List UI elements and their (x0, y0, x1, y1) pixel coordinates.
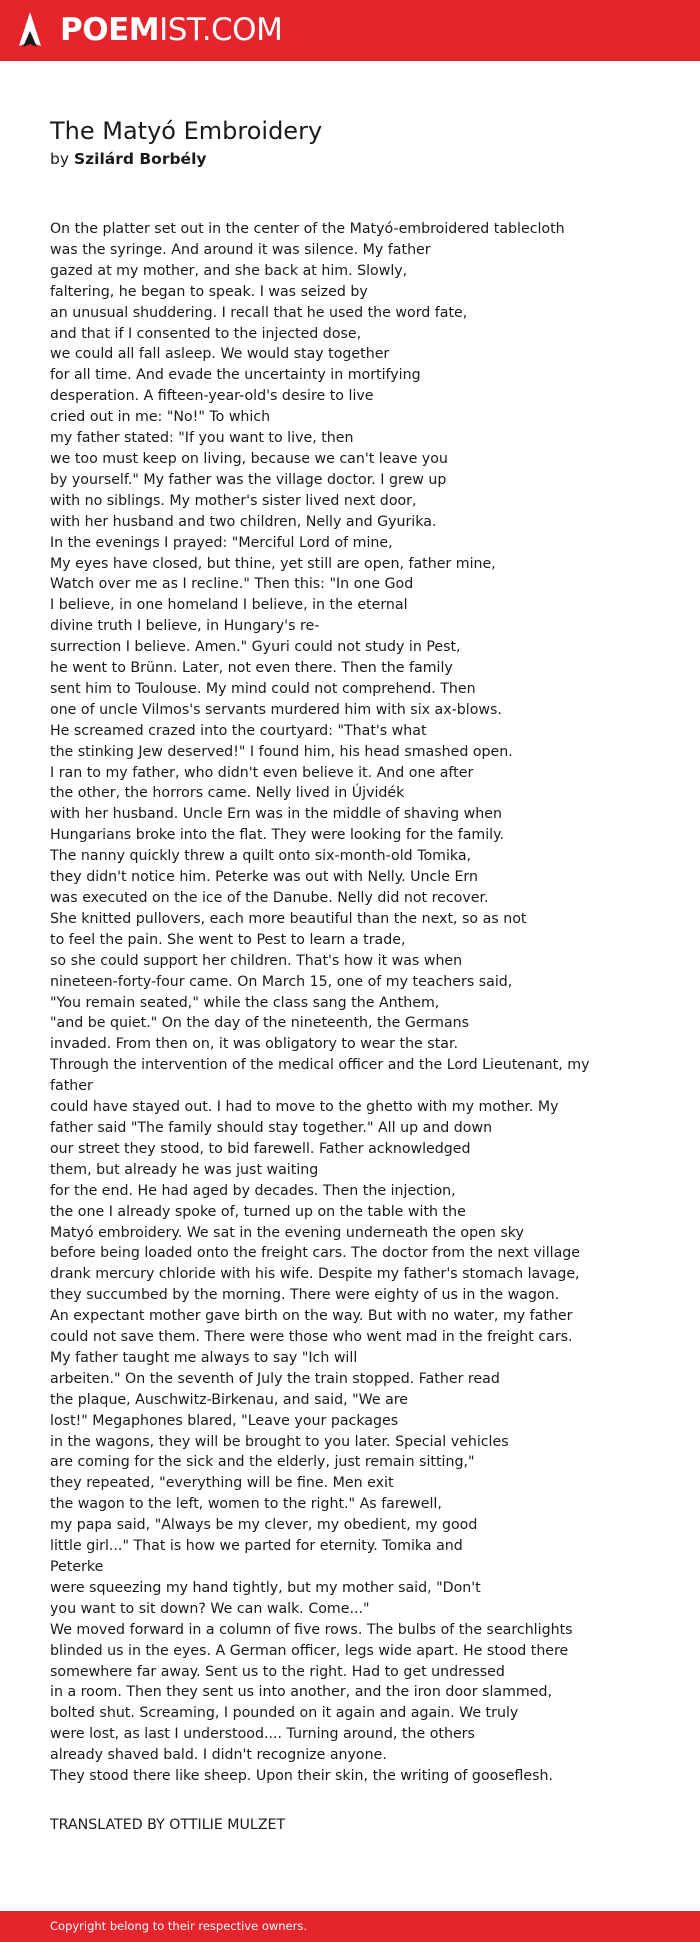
quill-pen-logo-icon[interactable] (17, 11, 43, 51)
poem-line: cried out in me: "No!" To which (50, 409, 271, 426)
poem-line: We moved forward in a column of five rows. The bulbs of the searchlights (50, 1621, 573, 1638)
poem-line: he went to Brünn. Later, not even there. Then the family (50, 660, 453, 677)
poem-line: Hungarians broke into the flat. They were looking for the family. (50, 827, 504, 844)
poem-line: we could all fall asleep. We would stay together (50, 346, 390, 363)
author-name[interactable]: Szilárd Borbély (73, 150, 207, 168)
poem-body (50, 219, 650, 1787)
poem-line: to feel the pain. She went to Pest to learn a trade, (50, 931, 406, 948)
site-header (0, 0, 700, 61)
poem-line: could have stayed out. I had to move to the ghetto with my mother. My (50, 1099, 559, 1116)
poem-line: for the end. He had aged by decades. Then the injection, (50, 1182, 456, 1199)
poem-line: faltering, he began to speak. I was seized by (50, 283, 368, 300)
poem-line: was the syringe. And around it was silence. My father (50, 241, 431, 258)
poem-line: and that if I consented to the injected dose, (50, 325, 362, 342)
poem-line: My father taught me always to say "Ich will (50, 1349, 358, 1366)
logo-light-text: IST.COM (159, 12, 283, 48)
poem-line: Through the intervention of the medical officer and the Lord Lieutenant, my (50, 1057, 590, 1074)
poem-line: so she could support her children. That's how it was when (50, 952, 463, 969)
poem-line: were lost, as last I understood.... Turning around, the others (50, 1726, 475, 1743)
poem-line: the other, the horrors came. Nelly lived in Újvidék (50, 785, 405, 802)
poem-line: our street they stood, to bid farewell. Father acknowledged (50, 1140, 471, 1157)
poem-line: Matyó embroidery. We sat in the evening underneath the open sky (50, 1224, 524, 1241)
poem-line: She knitted pullovers, each more beautiful than the next, so as not (50, 910, 527, 927)
poem-line: "and be quiet." On the day of the nineteenth, the Germans (50, 1015, 470, 1032)
poem-line: for all time. And evade the uncertainty in mortifying (50, 367, 421, 384)
logo-bold-text: POEM (60, 12, 160, 48)
poem-line: could not save them. There were those who went mad in the freight cars. (50, 1329, 573, 1346)
poem-line: arbeiten." On the seventh of July the train stopped. Father read (50, 1370, 500, 1387)
poem-line: in a room. Then they sent us into another, and the iron door slammed, (50, 1684, 552, 1701)
poem-line: the wagon to the left, women to the right." As farewell, (50, 1496, 442, 1513)
poem-line: divine truth I believe, in Hungary's re- (50, 618, 320, 635)
poem-line: were squeezing my hand tightly, but my mother said, "Don't (50, 1579, 481, 1596)
poem-line: lost!" Megaphones blared, "Leave your packages (50, 1412, 399, 1429)
poem-line: father said "The family should stay together." All up and down (50, 1119, 493, 1136)
poem-line: somewhere far away. Sent us to the right. Had to get undressed (50, 1663, 505, 1680)
poem-line: nineteen-forty-four came. On March 15, one of my teachers said, (50, 973, 513, 990)
poem-line: one of uncle Vilmos's servants murdered him with six ax-blows. (50, 701, 502, 718)
poem-line: you want to sit down? We can walk. Come..." (50, 1600, 370, 1617)
poem-line: was executed on the ice of the Danube. Nelly did not recover. (50, 890, 489, 906)
poem-line: an unusual shuddering. I recall that he used the word fate, (50, 304, 468, 321)
site-footer (0, 1911, 700, 1942)
site-logo[interactable] (60, 10, 282, 50)
poem-line: In the evenings I prayed: "Merciful Lord of mine, (50, 534, 393, 551)
poem-line: desperation. A fifteen-year-old's desire to live (50, 388, 374, 405)
poem-line: are coming for the sick and the elderly, just remain sitting," (50, 1454, 475, 1471)
poem-line: He screamed crazed into the courtyard: "That's what (50, 722, 427, 739)
poem-line: by yourself." My father was the village doctor. I grew up (50, 471, 447, 488)
poem-line: they repeated, "everything will be fine. Men exit (50, 1475, 394, 1492)
poem-line: An expectant mother gave birth on the way. But with no water, my father (50, 1308, 573, 1325)
poem-line: bolted shut. Screaming, I pounded on it again and again. We truly (50, 1705, 519, 1722)
copyright-notice: Copyright belong to their respective owners. (50, 1919, 308, 1933)
poem-line: before being loaded onto the freight cars. The doctor from the next village (50, 1245, 581, 1262)
poem-line: Peterke (50, 1559, 104, 1575)
poem-line: we too must keep on living, because we can't leave you (50, 450, 448, 467)
poem-line: The nanny quickly threw a quilt onto six-month-old Tomika, (50, 848, 472, 865)
poem-line: drank mercury chloride with his wife. Despite my father's stomach lavage, (50, 1266, 580, 1283)
poem-line: invaded. From then on, it was obligatory to wear the star. (50, 1036, 458, 1053)
translator-credit: TRANSLATED BY OTTILIE MULZET (50, 1817, 286, 1833)
by-label: by (50, 150, 70, 168)
poem-line: little girl..." That is how we parted for eternity. Tomika and (50, 1538, 463, 1555)
poem-line: with her husband. Uncle Ern was in the middle of shaving when (50, 806, 502, 823)
poem-line: surrection I believe. Amen." Gyuri could not study in Pest, (50, 639, 461, 656)
poem-line: father (50, 1078, 93, 1095)
poem-line: my father stated: "If you want to live, then (50, 430, 354, 447)
poem-title: The Matyó Embroidery (50, 117, 323, 145)
poem-line: On the platter set out in the center of the Matyó-embroidered tablecloth (50, 221, 565, 237)
poem-line: I ran to my father, who didn't even believe it. And one after (50, 764, 474, 781)
poem-line: them, but already he was just waiting (50, 1161, 319, 1178)
poem-line: the stinking Jew deserved!" I found him, his head smashed open. (50, 743, 513, 760)
poem-line: they succumbed by the morning. There were eighty of us in the wagon. (50, 1287, 560, 1304)
poem-line: with no siblings. My mother's sister lived next door, (50, 492, 417, 509)
poem-line: gazed at my mother, and she back at him. Slowly, (50, 262, 408, 279)
poem-line: They stood there like sheep. Upon their skin, the writing of gooseflesh. (50, 1768, 553, 1785)
poem-line: Watch over me as I recline." Then this: "In one God (50, 576, 414, 593)
poem-line: I believe, in one homeland I believe, in the eternal (50, 597, 408, 614)
poem-line: they didn't notice him. Peterke was out with Nelly. Uncle Ern (50, 869, 479, 886)
poem-line: My eyes have closed, but thine, yet still are open, father mine, (50, 555, 496, 572)
poem-line: with her husband and two children, Nelly and Gyurika. (50, 513, 437, 530)
poem-line: sent him to Toulouse. My mind could not comprehend. Then (50, 680, 476, 697)
poem-line: already shaved bald. I didn't recognize anyone. (50, 1747, 387, 1764)
poem-line: "You remain seated," while the class sang the Anthem, (50, 994, 440, 1011)
poem-line: my papa said, "Always be my clever, my obedient, my good (50, 1517, 478, 1534)
poem-line: the plaque, Auschwitz-Birkenau, and said, "We are (50, 1391, 409, 1408)
poem-line: in the wagons, they will be brought to you later. Special vehicles (50, 1433, 509, 1450)
poem-line: blinded us in the eyes. A German officer, legs wide apart. He stood there (50, 1642, 569, 1659)
poem-line: the one I already spoke of, turned up on the table with the (50, 1203, 466, 1220)
byline (50, 148, 207, 170)
